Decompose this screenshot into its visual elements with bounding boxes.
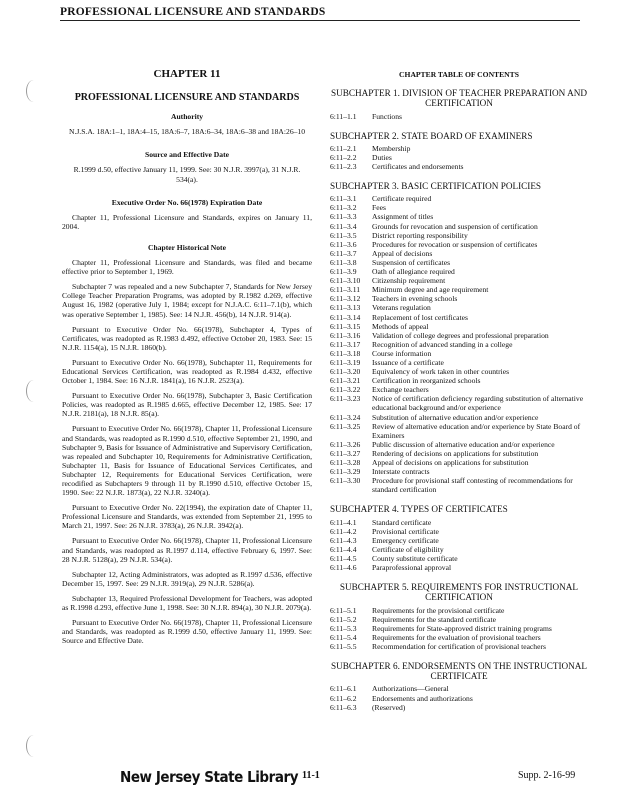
section-number: 6:11–2.3	[330, 161, 357, 171]
subchapter-block	[330, 661, 588, 712]
section-number: 6:11–6.3	[330, 702, 357, 712]
toc-entry[interactable]	[330, 385, 588, 394]
section-title: Course information	[372, 348, 432, 358]
section-number: 6:11–3.15	[330, 321, 361, 331]
section-number: 6:11–2.1	[330, 143, 357, 153]
subchapter-block	[330, 88, 588, 121]
section-number: 6:11–3.12	[330, 294, 361, 304]
section-number: 6:11–3.22	[330, 385, 361, 395]
section-number: 6:11–3.19	[330, 357, 361, 367]
section-number: 6:11–3.13	[330, 303, 361, 313]
section-title: Paraprofessional approval	[372, 563, 452, 573]
section-title: Provisional certificate	[372, 526, 439, 536]
toc-entry[interactable]	[330, 313, 588, 322]
toc-entry[interactable]	[330, 376, 588, 385]
toc-entry[interactable]	[330, 467, 588, 476]
toc-entry[interactable]	[330, 703, 588, 712]
section-number: 6:11–4.2	[330, 526, 357, 536]
left-column	[62, 70, 312, 651]
margin-mark	[26, 735, 41, 757]
section-title: Duties	[372, 152, 392, 162]
section-number: 6:11–3.21	[330, 376, 361, 386]
section-number: 6:11–3.9	[330, 267, 357, 277]
section-title: Fees	[372, 203, 386, 213]
supplement-date: Supp. 2-16-99	[518, 770, 576, 781]
toc-entry[interactable]	[330, 349, 588, 358]
section-number: 6:11–3.11	[330, 285, 361, 295]
toc-entry[interactable]	[330, 212, 588, 221]
section-title: Interstate contracts	[372, 467, 430, 477]
section-number: 6:11–1.1	[330, 111, 357, 121]
history-paragraph: Pursuant to Executive Order No. 66(1978), Chapter 11, Professional Licensure and Standards, was readopted as R.1990 d.510, effective September 21, 1990, and Subchapter 9, Basis for Issuance of Administrative and Supervisory Certification, was repealed and Subchapter 10, Requirements for Administrative Certification, Subchapter 11, Basis for Issuance of Educational Services Certificates, and Subchapter 12, Requirements for Educational Services Certification, were recodified as Subchapters 9 through 11 by R.1990 d.510, effective October 15, 1990. See: 22 N.J.R. 1873(a), 22 N.J.R. 3240(a).	[62, 424, 312, 498]
section-number: 6:11–5.2	[330, 614, 357, 624]
section-number: 6:11–5.4	[330, 632, 357, 642]
section-number: 6:11–3.23	[330, 394, 361, 404]
toc-entry[interactable]	[330, 276, 588, 285]
section-number: 6:11–3.5	[330, 230, 357, 240]
chapter-number: CHAPTER 11	[153, 68, 221, 80]
section-title: Requirements for State-approved district training programs	[372, 623, 552, 633]
section-title: Notice of certification deficiency regarding substitution of alternative educational background and/or experience	[372, 394, 584, 413]
section-title: Exchange teachers	[372, 385, 429, 395]
section-title: Public discussion of alternative education and/or experience	[372, 439, 555, 449]
toc-entry[interactable]	[330, 563, 588, 572]
chapter-title: PROFESSIONAL LICENSURE AND STANDARDS	[74, 92, 300, 104]
toc-entry[interactable]	[330, 606, 588, 615]
subchapter-block	[330, 131, 588, 171]
toc-heading: CHAPTER TABLE OF CONTENTS	[399, 70, 519, 79]
running-head: PROFESSIONAL LICENSURE AND STANDARDS	[60, 6, 326, 18]
toc-entry[interactable]	[330, 249, 588, 258]
section-number: 6:11–3.26	[330, 439, 361, 449]
toc-entry[interactable]	[330, 203, 588, 212]
section-number: 6:11–4.6	[330, 563, 357, 573]
section-number: 6:11–5.1	[330, 605, 357, 615]
section-number: 6:11–3.20	[330, 367, 361, 377]
section-number: 6:11–4.5	[330, 553, 357, 563]
header-rule	[60, 20, 580, 21]
section-title: Assignment of titles	[372, 212, 434, 222]
section-number: 6:11–3.6	[330, 239, 357, 249]
section-title: Procedures for revocation or suspension of certificates	[372, 239, 538, 249]
toc-body	[330, 88, 588, 712]
toc-entry[interactable]	[330, 633, 588, 642]
toc-entry[interactable]	[330, 413, 588, 422]
section-title: Membership	[372, 143, 411, 153]
section-title: Equivalency of work taken in other countries	[372, 367, 510, 377]
section-number: 6:11–3.2	[330, 203, 357, 213]
section-number: 6:11–3.7	[330, 248, 357, 258]
section-title: Procedure for provisional staff contesting of recommendations for standard certification	[372, 476, 573, 495]
toc-entry[interactable]	[330, 554, 588, 563]
subchapter-block	[330, 504, 588, 572]
section-title: Authorizations—General	[372, 684, 449, 694]
section-number: 6:11–4.1	[330, 517, 357, 527]
history-paragraph: Pursuant to Executive Order No. 66(1978), Subchapter 4, Types of Certificates, was readopted as R.1983 d.492, effective October 20, 1983. See: 15 N.J.R. 1154(a), 15 N.J.R. 1860(b).	[62, 324, 312, 352]
toc-entry[interactable]	[330, 476, 588, 494]
history-paragraph: Pursuant to Executive Order No. 66(1978), Subchapter 3, Basic Certification Policies, was readopted as R.1985 d.665, effective December 12, 1985. See: 17 N.J.R. 2181(a), 18 N.J.R. 85(a).	[62, 391, 312, 419]
toc-entry[interactable]	[330, 615, 588, 624]
section-number: 6:11–2.2	[330, 152, 357, 162]
toc-entry[interactable]	[330, 340, 588, 349]
history-paragraph: Pursuant to Executive Order No. 66(1978), Subchapter 11, Requirements for Educational Services Certification, was readopted as R.1984 d.432, effective October 1, 1984. See: 16 N.J.R. 1841(a), 16 N.J.R. 2523(a).	[62, 357, 312, 386]
toc-entry[interactable]	[330, 153, 588, 162]
toc-entry[interactable]	[330, 422, 588, 440]
section-title: Suspension of certificates	[372, 257, 451, 267]
toc-entry[interactable]	[330, 294, 588, 303]
toc-entry[interactable]	[330, 684, 588, 693]
subchapter-title: SUBCHAPTER 2. STATE BOARD OF EXAMINERS	[330, 130, 533, 141]
toc-entry[interactable]	[330, 536, 588, 545]
section-number: 6:11–3.1	[330, 194, 357, 204]
authority-text: N.J.S.A. 18A:1–1, 18A:4–15, 18A:6–7, 18A:6–34, 18A:6–38 and 18A:26–10	[68, 127, 306, 137]
section-title: Grounds for revocation and suspension of certification	[372, 221, 538, 231]
section-title: (Reserved)	[372, 702, 406, 712]
eo-text: Chapter 11, Professional Licensure and Standards, expires on January 11, 2004.	[62, 212, 312, 231]
section-title: Requirements for the evaluation of provisional teachers	[372, 632, 541, 642]
history-paragraph: Subchapter 7 was repealed and a new Subchapter 7, Standards for New Jersey College Teacher Preparation Programs, was adopted by R.1982 d.269, effective August 16, 1982 (operative July 1, 1984; except for N.J.A.C. 6:11–7.1(b), which was operative September 1, 1985). See: 14 N.J.R. 456(b), 14 N.J.R. 914(a).	[62, 282, 312, 319]
section-title: Appeal of decisions	[372, 248, 433, 258]
toc-entry[interactable]	[330, 458, 588, 467]
section-title: Issuance of a certificate	[372, 357, 444, 367]
section-title: Recommendation for certification of provisional teachers	[372, 641, 546, 651]
section-title: Standard certificate	[372, 517, 432, 527]
section-title: Rendering of decisions on applications for substitution	[372, 448, 539, 458]
section-title: Requirements for the standard certificate	[372, 614, 496, 624]
toc-entry[interactable]	[330, 642, 588, 651]
section-title: Appeal of decisions on applications for substitution	[372, 458, 529, 467]
subchapter-title: SUBCHAPTER 3. BASIC CERTIFICATION POLICIES	[330, 181, 542, 192]
section-title: Certificates and endorsements	[372, 161, 464, 171]
toc-entry[interactable]	[330, 331, 588, 340]
history-paragraph: Subchapter 13, Required Professional Development for Teachers, was adopted as R.1998 d.293, effective June 1, 1998. See: 30 N.J.R. 894(a), 30 N.J.R. 2079(a).	[62, 593, 312, 613]
section-title: Certificate required	[372, 194, 432, 204]
subchapter-title: SUBCHAPTER 4. TYPES OF CERTIFICATES	[330, 504, 508, 515]
toc-entry[interactable]	[330, 440, 588, 449]
margin-mark	[26, 380, 41, 402]
toc-entry[interactable]	[330, 518, 588, 527]
section-title: Certificate of eligibility	[372, 544, 444, 554]
toc-entry[interactable]	[330, 258, 588, 267]
section-number: 6:11–5.5	[330, 641, 357, 651]
toc-entry[interactable]	[330, 367, 588, 376]
source-heading: Source and Effective Date	[144, 150, 229, 160]
subchapter-title: SUBCHAPTER 6. ENDORSEMENTS ON THE INSTRUCTIONAL CERTIFICATE	[330, 661, 588, 682]
section-title: Recognition of advanced standing in a college	[372, 339, 513, 349]
toc-entry[interactable]	[330, 112, 588, 121]
toc-entry[interactable]	[330, 231, 588, 240]
section-title: Certification in reorganized schools	[372, 376, 481, 386]
history-paragraph: Chapter 11, Professional Licensure and Standards, was filed and became effective prior to September 1, 1969.	[62, 258, 312, 277]
section-number: 6:11–3.24	[330, 412, 361, 422]
section-number: 6:11–3.8	[330, 257, 357, 267]
eo-heading: Executive Order No. 66(1978) Expiration Date	[111, 197, 263, 207]
toc-entry[interactable]	[330, 694, 588, 703]
toc-entry[interactable]	[330, 527, 588, 536]
authority-heading: Authority	[170, 112, 204, 122]
section-title: Methods of appeal	[372, 321, 429, 331]
table-of-contents	[330, 70, 588, 722]
section-title: Veterans regulation	[372, 303, 431, 313]
history-paragraph: Subchapter 12, Acting Administrators, was adopted as R.1997 d.536, effective December 15, 1997. See: 29 N.J.R. 3919(a), 29 N.J.R. 5286(a).	[62, 569, 312, 588]
section-number: 6:11–6.1	[330, 684, 357, 694]
history-notes	[62, 258, 312, 645]
section-title: Functions	[372, 111, 402, 121]
toc-entry[interactable]	[330, 267, 588, 276]
history-paragraph: Pursuant to Executive Order No. 22(1994), the expiration date of Chapter 11, Professional Licensure and Standards, was extended from September 21, 1995 to March 21, 1997. See: 26 N.J.R. 3783(a), 26 N.J.R. 3942(a).	[62, 503, 312, 531]
library-stamp: New Jersey State Library	[120, 768, 299, 786]
section-number: 6:11–3.17	[330, 339, 361, 349]
section-title: Teachers in evening schools	[372, 294, 458, 304]
toc-entry[interactable]	[330, 285, 588, 294]
section-title: Minimum degree and age requirement	[372, 285, 489, 295]
section-number: 6:11–3.25	[330, 421, 361, 431]
section-number: 6:11–3.30	[330, 476, 361, 486]
toc-entry[interactable]	[330, 358, 588, 367]
toc-entry[interactable]	[330, 222, 588, 231]
section-number: 6:11–4.4	[330, 544, 357, 554]
subchapter-block	[330, 181, 588, 494]
subchapter-block	[330, 582, 588, 651]
toc-entry[interactable]	[330, 303, 588, 312]
toc-entry[interactable]	[330, 449, 588, 458]
section-title: Substitution of alternative education and/or experience	[372, 412, 539, 422]
toc-entry[interactable]	[330, 240, 588, 249]
toc-entry[interactable]	[330, 624, 588, 633]
subchapter-title: SUBCHAPTER 1. DIVISION OF TEACHER PREPARATION AND CERTIFICATION	[330, 88, 587, 109]
subchapter-title: SUBCHAPTER 5. REQUIREMENTS FOR INSTRUCTIONAL CERTIFICATION	[339, 582, 579, 603]
section-number: 6:11–3.28	[330, 458, 361, 467]
toc-entry[interactable]	[330, 545, 588, 554]
section-title: Requirements for the provisional certificate	[372, 605, 505, 615]
source-text: R.1999 d.50, effective January 11, 1999. See: 30 N.J.R. 3997(a), 31 N.J.R. 534(a).	[73, 165, 301, 184]
toc-entry[interactable]	[330, 144, 588, 153]
section-title: Emergency certificate	[372, 535, 439, 545]
section-title: Endorsements and authorizations	[372, 693, 473, 703]
margin-mark	[26, 80, 41, 102]
section-title: District reporting responsibility	[372, 230, 468, 240]
section-number: 6:11–3.18	[330, 348, 361, 358]
toc-entry[interactable]	[330, 194, 588, 203]
history-paragraph: Pursuant to Executive Order No. 66(1978), Chapter 11, Professional Licensure and Standards, was readopted as R.1999 d.50, effective January 11, 1999. See: Source and Effective Date.	[62, 618, 312, 646]
section-number: 6:11–5.3	[330, 623, 357, 633]
section-title: County substitute certificate	[372, 553, 458, 563]
section-number: 6:11–3.27	[330, 448, 361, 458]
section-number: 6:11–3.29	[330, 467, 361, 477]
page-number: 11-1	[302, 770, 320, 781]
toc-entry[interactable]	[330, 322, 588, 331]
section-title: Validation of college degrees and professional preparation	[372, 330, 549, 340]
section-title: Oath of allegiance required	[372, 267, 455, 277]
toc-entry[interactable]	[330, 162, 588, 171]
toc-entry[interactable]	[330, 394, 588, 412]
section-number: 6:11–4.3	[330, 535, 357, 545]
history-paragraph: Pursuant to Executive Order No. 66(1978), Chapter 11, Professional Licensure and Standards, was readopted as R.1997 d.114, effective February 6, 1997. See: 28 N.J.R. 5128(a), 29 N.J.R. 534(a).	[62, 536, 312, 564]
history-heading: Chapter Historical Note	[148, 242, 226, 252]
section-number: 6:11–3.3	[330, 212, 357, 222]
section-number: 6:11–3.14	[330, 312, 361, 322]
section-number: 6:11–3.16	[330, 330, 361, 340]
section-number: 6:11–6.2	[330, 693, 357, 703]
section-title: Replacement of lost certificates	[372, 312, 468, 322]
section-title: Citizenship requirement	[372, 276, 446, 286]
section-number: 6:11–3.10	[330, 276, 361, 286]
section-title: Review of alternative education and/or experience by State Board of Examiners	[372, 421, 581, 440]
section-number: 6:11–3.4	[330, 221, 357, 231]
